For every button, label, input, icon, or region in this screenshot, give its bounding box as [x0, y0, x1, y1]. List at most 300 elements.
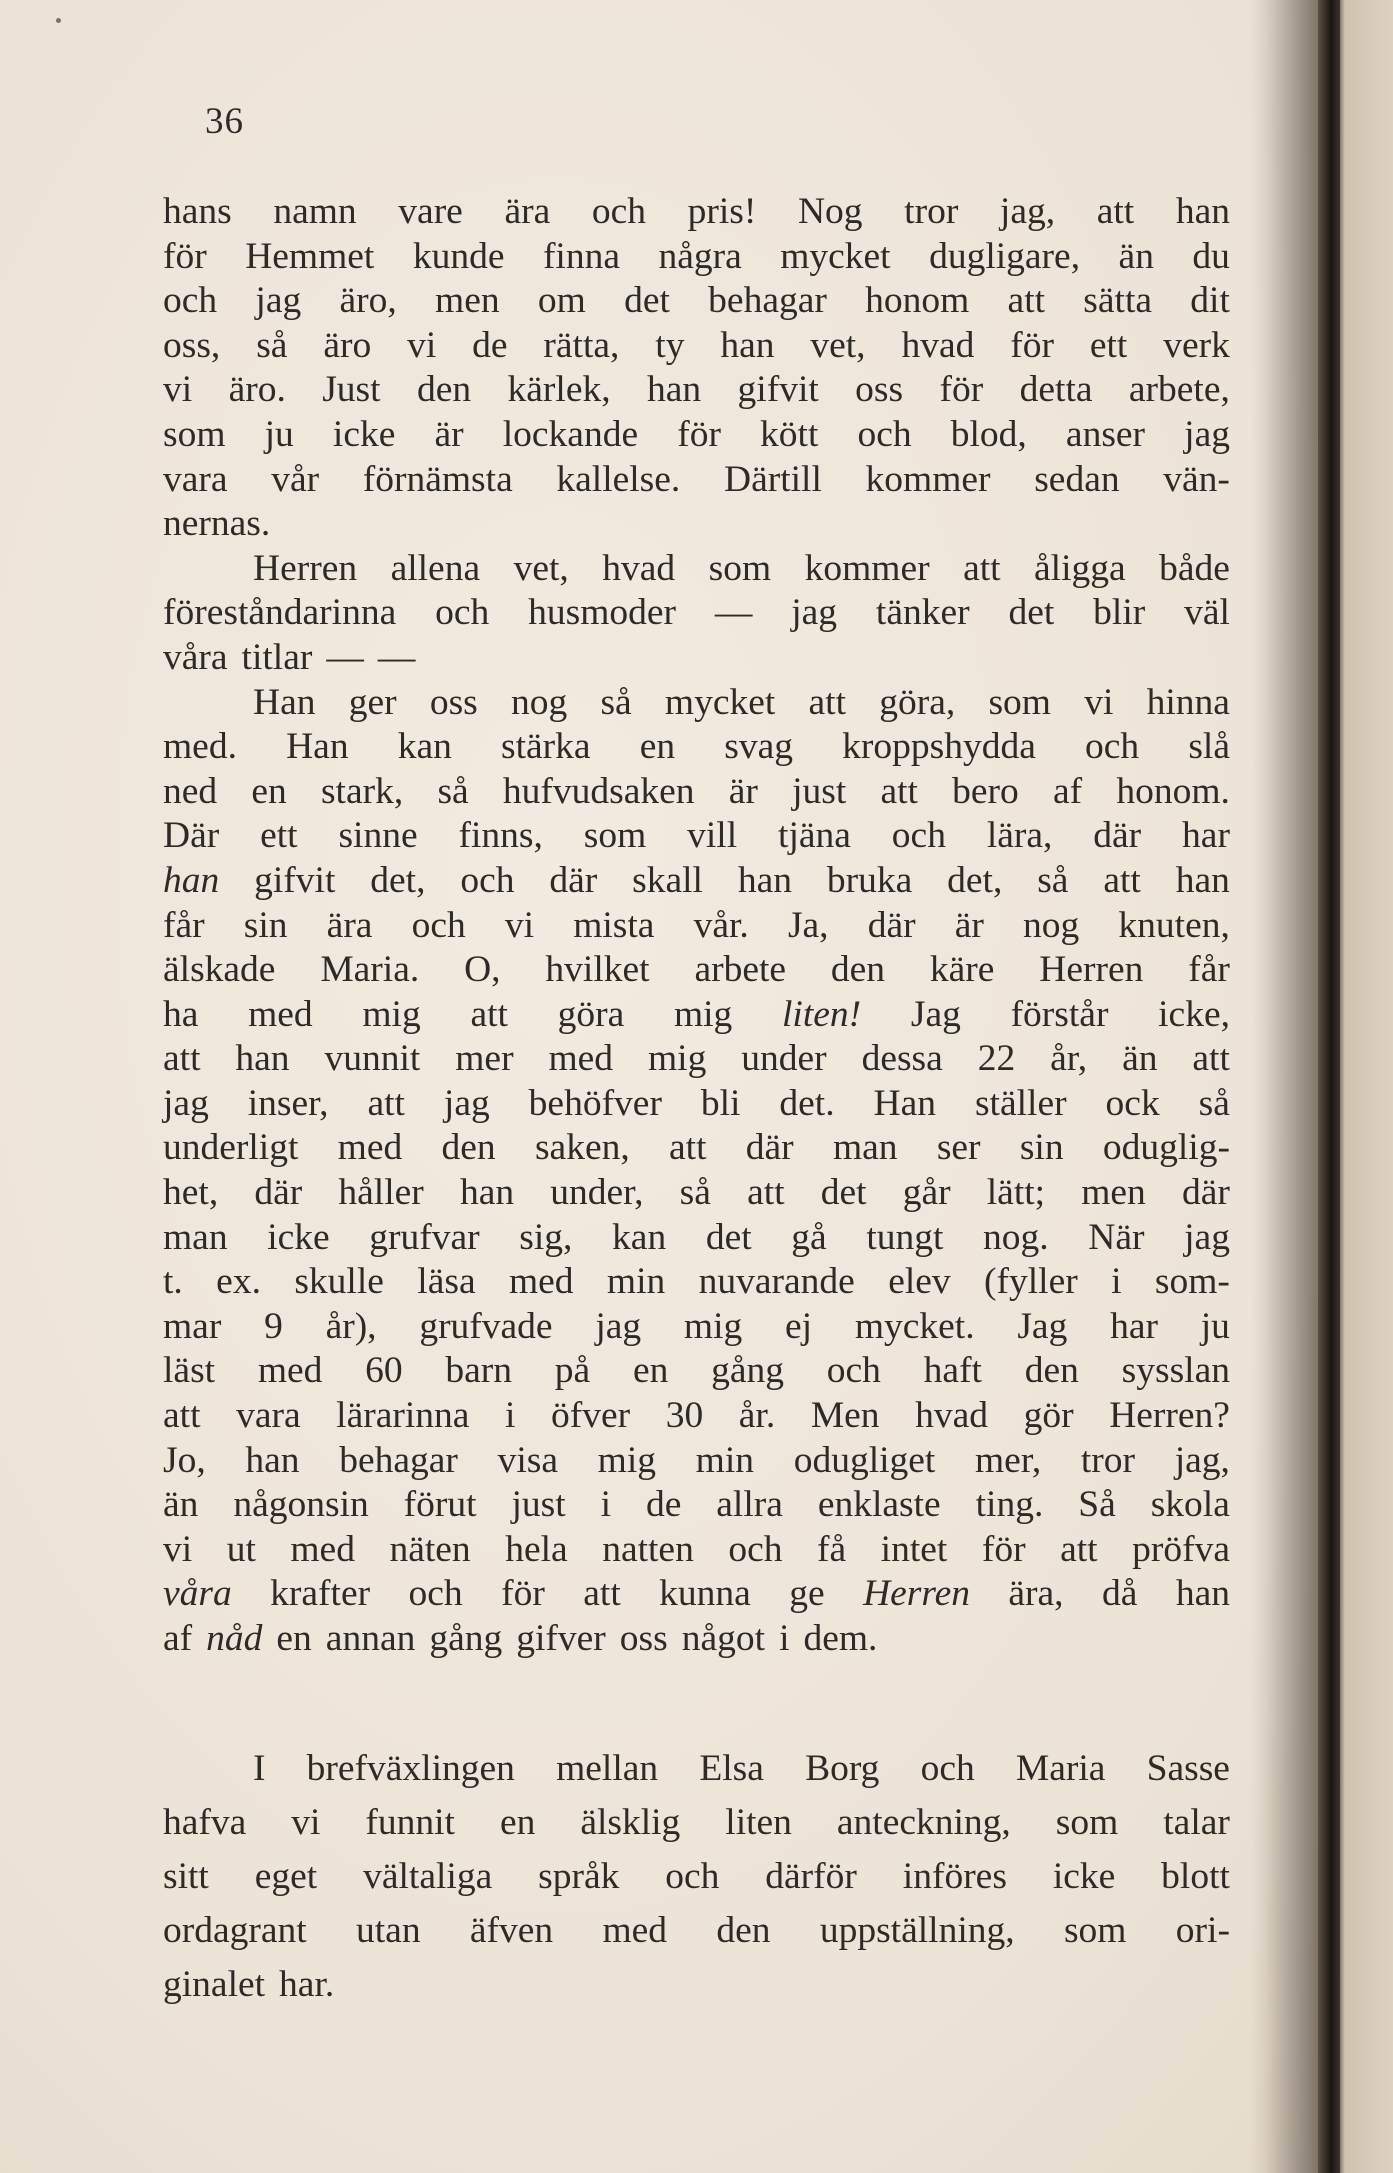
- word: 60: [365, 1350, 403, 1392]
- word: utan: [356, 1910, 421, 1951]
- word: af: [163, 1618, 193, 1659]
- book-spine-shadow: [1318, 0, 1340, 2173]
- word: mig: [597, 1439, 656, 1481]
- word: sysslan: [1121, 1350, 1230, 1392]
- word: inser,: [247, 1082, 329, 1124]
- word: en: [639, 726, 676, 768]
- word: gifvit: [254, 859, 336, 901]
- word: kan: [397, 726, 452, 768]
- text-line: [163, 1082, 1230, 1127]
- word: så: [437, 770, 469, 812]
- word: jag: [163, 1082, 209, 1124]
- text-line: [163, 1528, 1230, 1573]
- word: gång: [711, 1350, 785, 1392]
- word: slå: [1188, 726, 1230, 768]
- word: de: [472, 324, 508, 366]
- word: annan: [325, 1618, 416, 1659]
- word: sin: [243, 904, 288, 946]
- word: icke: [332, 413, 396, 455]
- word: att: [880, 770, 918, 812]
- word: eget: [254, 1856, 318, 1897]
- word: mista: [573, 904, 655, 946]
- text-line: [163, 681, 1230, 726]
- text-line: [163, 190, 1230, 235]
- word: Herren: [1039, 949, 1144, 991]
- word: ha: [163, 993, 199, 1035]
- word: man: [163, 1216, 228, 1258]
- word: med.: [163, 726, 237, 768]
- word: äro: [323, 324, 372, 366]
- word: ut: [226, 1528, 256, 1570]
- word: att: [1060, 1528, 1098, 1570]
- word: intet: [880, 1528, 948, 1570]
- word: mig: [362, 993, 421, 1035]
- word: en: [499, 1802, 536, 1843]
- word: språk: [538, 1856, 620, 1897]
- word: O,: [464, 949, 501, 991]
- word: sin: [1019, 1127, 1064, 1169]
- word: ställer: [974, 1082, 1067, 1124]
- word: förstår: [1010, 993, 1109, 1035]
- paragraph-block-1: [163, 190, 1230, 1662]
- word: läst: [163, 1350, 216, 1392]
- word: pröfva: [1132, 1528, 1230, 1570]
- text-line: [163, 1572, 1230, 1617]
- word: men: [1081, 1172, 1146, 1214]
- word: dugligare,: [929, 235, 1081, 277]
- word: läsa: [417, 1261, 476, 1303]
- word: mycket.: [854, 1305, 975, 1347]
- text-line: [163, 993, 1230, 1038]
- word: år,: [1050, 1038, 1088, 1080]
- text-line: [163, 1483, 1230, 1528]
- word: att: [583, 1573, 621, 1615]
- word: kött: [760, 413, 819, 455]
- word: det,: [370, 859, 426, 901]
- word: Maria: [1015, 1748, 1106, 1789]
- word: du: [1192, 235, 1230, 277]
- word: håller: [338, 1172, 424, 1214]
- word: vi: [504, 904, 535, 946]
- word: lära,: [986, 815, 1053, 857]
- word: väl: [1184, 592, 1230, 634]
- word: har: [1110, 1305, 1158, 1347]
- word: som: [988, 681, 1051, 723]
- word: allra: [716, 1484, 783, 1526]
- word: titlar: [241, 636, 313, 678]
- word: Nog: [797, 191, 863, 232]
- word: jag: [1184, 413, 1230, 455]
- word: att: [1103, 859, 1141, 901]
- word: där: [254, 1172, 303, 1214]
- word: få: [817, 1528, 847, 1570]
- word: dit: [1190, 280, 1230, 322]
- word: brefväxlingen: [306, 1748, 515, 1789]
- word: ori-: [1175, 1910, 1230, 1951]
- word: det,: [947, 859, 1003, 901]
- word: år),: [325, 1305, 377, 1347]
- word: uppställning,: [819, 1910, 1015, 1951]
- word: knuten,: [1118, 904, 1230, 946]
- word: för: [501, 1573, 545, 1615]
- word: det: [1008, 592, 1055, 634]
- word: införes: [902, 1856, 1007, 1897]
- word: och: [408, 1573, 463, 1615]
- word: dem.: [803, 1618, 878, 1659]
- text-line: [163, 458, 1230, 503]
- word: näten: [389, 1528, 471, 1570]
- word: blod,: [950, 413, 1027, 455]
- word: svag: [724, 726, 793, 768]
- word: jag: [1184, 1216, 1230, 1258]
- text-line: [163, 235, 1230, 280]
- word: kommer: [804, 547, 930, 589]
- word: en: [251, 770, 287, 812]
- word: där: [1181, 1172, 1230, 1214]
- word: t.: [163, 1261, 183, 1303]
- word: det: [624, 280, 670, 322]
- word: saken,: [534, 1127, 630, 1169]
- word: käre: [929, 949, 995, 991]
- word: grufvar: [369, 1216, 480, 1258]
- word: mar: [163, 1305, 222, 1347]
- word: odugliget: [793, 1439, 936, 1481]
- word: lätt;: [986, 1172, 1046, 1214]
- word: oss: [619, 1618, 668, 1659]
- word: göra: [557, 993, 625, 1035]
- word: ett: [1089, 324, 1128, 366]
- word: i: [1111, 1261, 1122, 1303]
- italic-word: våra: [163, 1573, 232, 1615]
- word: tungt: [866, 1216, 944, 1258]
- word: kan: [612, 1216, 667, 1258]
- word: för: [163, 235, 207, 277]
- word: vän-: [1163, 458, 1230, 500]
- word: en: [276, 1618, 312, 1659]
- word: än: [1118, 235, 1154, 277]
- word: vet,: [810, 324, 866, 366]
- word: Sasse: [1146, 1748, 1230, 1789]
- word: anteckning,: [836, 1802, 1011, 1843]
- word: 9: [264, 1305, 283, 1347]
- word: blir: [1093, 592, 1146, 634]
- word: äro,: [339, 280, 397, 322]
- text-line: [163, 1796, 1230, 1850]
- word: som: [583, 815, 647, 857]
- word: nog.: [983, 1216, 1049, 1258]
- word: under,: [550, 1172, 644, 1214]
- word: och: [826, 1350, 881, 1392]
- word: förnämsta: [362, 458, 513, 500]
- word: min: [695, 1439, 755, 1481]
- word: där: [1093, 815, 1142, 857]
- word: icke: [267, 1216, 330, 1258]
- word: Men: [810, 1395, 880, 1437]
- word: Där: [163, 815, 220, 857]
- word: han: [459, 1172, 515, 1214]
- word: haft: [923, 1350, 982, 1392]
- word: vi: [1084, 681, 1114, 723]
- word: icke,: [1158, 993, 1230, 1035]
- word: där: [867, 904, 916, 946]
- word: Just: [322, 369, 381, 411]
- word: hinna: [1146, 681, 1230, 723]
- word: liten: [725, 1802, 792, 1843]
- word: som: [708, 547, 772, 589]
- word: ett: [260, 815, 298, 857]
- text-line: [163, 1037, 1230, 1082]
- text-line: [163, 368, 1230, 413]
- word: jag,: [999, 191, 1056, 232]
- word: det: [705, 1216, 752, 1258]
- word: detta: [1019, 369, 1093, 411]
- word: grufvade: [419, 1305, 553, 1347]
- word: med: [290, 1528, 355, 1570]
- text-line: [163, 636, 1230, 681]
- word: att: [1192, 1038, 1230, 1080]
- word: med: [508, 1261, 574, 1303]
- word: Herren?: [1109, 1395, 1230, 1437]
- word: visa: [497, 1439, 558, 1481]
- word: i: [779, 1618, 790, 1659]
- word: då: [1101, 1573, 1138, 1615]
- word: allena: [390, 547, 481, 589]
- word: är: [728, 770, 758, 812]
- word: någonsin: [233, 1484, 369, 1526]
- word: pris!: [687, 191, 757, 232]
- word: sinne: [338, 815, 418, 857]
- word: mycket: [780, 235, 891, 277]
- word: något: [681, 1618, 766, 1659]
- word: lärarinna: [336, 1395, 470, 1437]
- word: stark,: [320, 770, 404, 812]
- word: om: [537, 280, 586, 322]
- text-line: [163, 1171, 1230, 1216]
- word: dessa: [861, 1038, 943, 1080]
- word: äro.: [228, 369, 286, 411]
- word: där: [549, 859, 598, 901]
- word: ära: [504, 191, 551, 232]
- word: på: [554, 1350, 591, 1392]
- word: och: [411, 904, 466, 946]
- word: gång: [429, 1618, 503, 1659]
- word: får: [1188, 949, 1230, 991]
- word: som: [1063, 1910, 1127, 1951]
- word: att: [1096, 191, 1135, 232]
- word: skall: [632, 859, 703, 901]
- word: har.: [279, 1964, 335, 2005]
- word: äfven: [469, 1910, 554, 1951]
- word: ära,: [1008, 1573, 1064, 1615]
- text-line: [163, 502, 1230, 547]
- word: och: [591, 191, 646, 232]
- word: husmoder: [528, 592, 677, 634]
- word: behagar: [708, 280, 827, 322]
- word: den: [830, 949, 886, 991]
- text-line: [163, 904, 1230, 949]
- word: vår.: [693, 904, 749, 946]
- word: våra: [163, 636, 228, 678]
- word: mellan: [556, 1748, 659, 1789]
- word: och: [435, 592, 490, 634]
- word: att: [963, 547, 1001, 589]
- word: hans: [163, 191, 232, 232]
- word: mig: [683, 1305, 743, 1347]
- word: sig,: [519, 1216, 573, 1258]
- word: enklaste: [817, 1484, 941, 1526]
- word: vara: [236, 1395, 301, 1437]
- word: mig: [673, 993, 733, 1035]
- word: vältaliga: [363, 1856, 493, 1897]
- word: Han: [286, 726, 349, 768]
- word: öfver: [551, 1395, 631, 1437]
- word: nog: [1023, 904, 1080, 946]
- word: den: [1024, 1350, 1079, 1392]
- word: ju: [1200, 1305, 1230, 1347]
- word: kommer: [865, 458, 991, 500]
- word: tror: [904, 191, 959, 232]
- word: att: [163, 1038, 201, 1080]
- word: behagar: [339, 1439, 458, 1481]
- word: sätta: [1083, 280, 1153, 322]
- word: oss: [429, 681, 478, 723]
- word: att: [470, 993, 508, 1035]
- word: förut: [403, 1484, 477, 1526]
- word: kroppshydda: [842, 726, 1036, 768]
- word: för: [677, 413, 721, 455]
- word: så: [256, 324, 288, 366]
- word: och: [665, 1856, 720, 1897]
- word: och: [891, 815, 946, 857]
- word: år.: [738, 1395, 776, 1437]
- word: är: [954, 904, 984, 946]
- word: hela: [505, 1528, 568, 1570]
- word: —: [326, 636, 364, 678]
- word: Jo,: [163, 1439, 206, 1481]
- word: och: [857, 413, 912, 455]
- word: finna: [542, 235, 620, 277]
- word: oss,: [163, 324, 221, 366]
- word: han: [245, 1439, 300, 1481]
- word: underligt: [163, 1127, 299, 1169]
- word: för: [939, 369, 984, 411]
- word: det.: [779, 1082, 835, 1124]
- word: ära: [326, 904, 373, 946]
- word: och: [728, 1528, 783, 1570]
- word: krafter: [270, 1573, 371, 1615]
- word: jag: [255, 280, 302, 322]
- word: och: [1085, 726, 1140, 768]
- word: kallelse.: [556, 458, 681, 500]
- word: hvilket: [545, 949, 650, 991]
- text-line: [163, 1126, 1230, 1171]
- word: han: [737, 859, 792, 901]
- word: där: [745, 1127, 794, 1169]
- word: honom.: [1116, 770, 1230, 812]
- word: och: [460, 859, 515, 901]
- word: gifvit: [737, 369, 819, 411]
- word: får: [163, 904, 205, 946]
- word: med: [337, 1127, 403, 1169]
- word: den: [716, 1910, 771, 1951]
- word: Maria.: [320, 949, 420, 991]
- word: kunde: [412, 235, 505, 277]
- word: den: [441, 1127, 496, 1169]
- word: (fyller: [984, 1261, 1078, 1303]
- word: ju: [264, 413, 294, 455]
- word: göra,: [879, 681, 956, 723]
- word: med: [248, 993, 313, 1035]
- word: oduglig-: [1102, 1127, 1230, 1169]
- word: arbete,: [1128, 369, 1230, 411]
- word: rätta,: [543, 324, 620, 366]
- word: ej: [785, 1305, 813, 1347]
- word: ordagrant: [163, 1910, 307, 1951]
- word: ge: [789, 1573, 825, 1615]
- word: så: [1198, 1082, 1230, 1124]
- word: att: [747, 1172, 785, 1214]
- word: finns,: [458, 815, 543, 857]
- word: honom: [865, 280, 970, 322]
- word: het,: [163, 1172, 219, 1214]
- word: vunnit: [324, 1038, 421, 1080]
- word: tänker: [875, 592, 970, 634]
- word: tjäna: [778, 815, 851, 857]
- word: hafva: [163, 1802, 247, 1843]
- word: Så: [1078, 1484, 1116, 1526]
- word: bli: [700, 1082, 741, 1124]
- word: mer: [455, 1038, 514, 1080]
- word: både: [1159, 547, 1230, 589]
- word: Jag: [1017, 1305, 1068, 1347]
- text-line: [163, 1904, 1230, 1958]
- word: Elsa: [699, 1748, 764, 1789]
- text-line: [163, 1349, 1230, 1394]
- text-line: [163, 1394, 1230, 1439]
- word: anser: [1065, 413, 1146, 455]
- word: oss: [855, 369, 904, 411]
- word: han: [1175, 859, 1230, 901]
- text-line: [163, 279, 1230, 324]
- word: ty: [655, 324, 685, 366]
- text-line: [163, 1439, 1230, 1484]
- word: man: [832, 1127, 898, 1169]
- word: vi: [291, 1802, 321, 1843]
- word: han: [1175, 191, 1230, 232]
- word: mer,: [975, 1439, 1042, 1481]
- word: vi: [407, 324, 437, 366]
- word: vare: [398, 191, 463, 232]
- word: att: [808, 681, 846, 723]
- word: i: [505, 1395, 516, 1437]
- text-line: [163, 1958, 1230, 2012]
- word: för: [981, 1528, 1026, 1570]
- word: I: [253, 1748, 266, 1789]
- word: stärka: [501, 726, 591, 768]
- word: talar: [1163, 1802, 1230, 1843]
- word: nog: [510, 681, 568, 723]
- word: Borg: [805, 1748, 880, 1789]
- word: skola: [1150, 1484, 1230, 1526]
- word: han: [720, 324, 775, 366]
- word: men: [435, 280, 500, 322]
- word: —: [714, 592, 753, 634]
- word: 22: [977, 1038, 1016, 1080]
- word: har: [1182, 815, 1230, 857]
- word: han: [646, 369, 702, 411]
- word: natten: [602, 1528, 694, 1570]
- text-line: [163, 1850, 1230, 1904]
